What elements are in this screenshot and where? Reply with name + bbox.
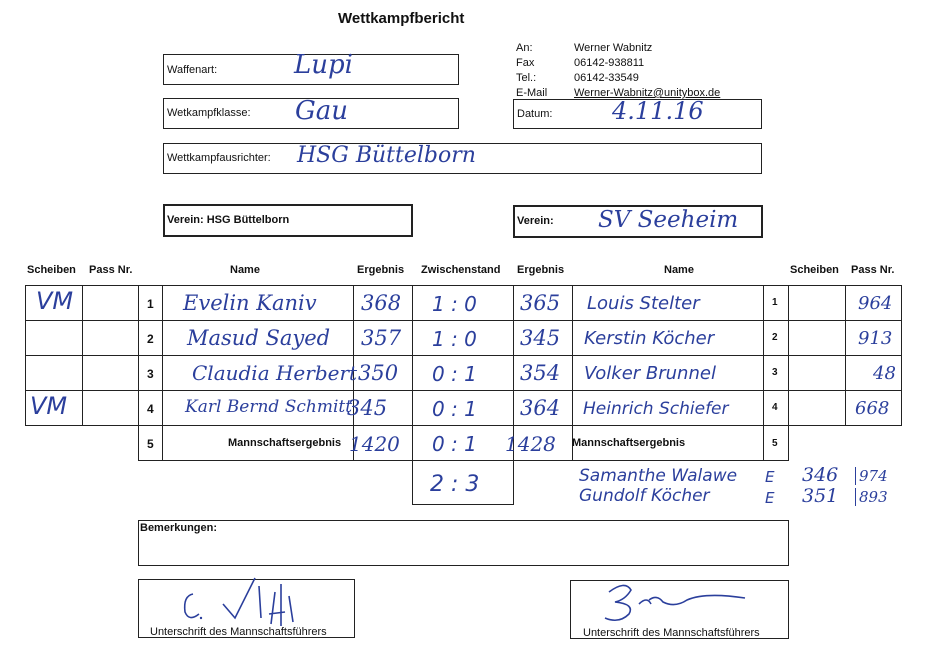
extra1-name: Samanthe Walawe bbox=[579, 466, 738, 486]
wettkampfklasse-value: Gau bbox=[295, 96, 349, 126]
row2-erg-left: 357 bbox=[361, 326, 402, 350]
row4-name-left: Karl Bernd Schmitt bbox=[185, 397, 353, 417]
row4-pass-right: 668 bbox=[855, 398, 890, 419]
final-score: 2 : 3 bbox=[430, 472, 480, 497]
team-erg-left: 1420 bbox=[349, 432, 400, 456]
verein-right-value: SV Seeheim bbox=[598, 207, 739, 233]
extra2-name: Gundolf Köcher bbox=[579, 486, 710, 506]
waffenart-value: Lupi bbox=[294, 50, 353, 80]
email-label: E-Mail bbox=[516, 87, 548, 99]
row4-erg-right: 364 bbox=[520, 396, 561, 420]
team-label-right: Mannschaftsergebnis bbox=[572, 437, 686, 449]
row2-nr: 2 bbox=[147, 332, 154, 346]
signature-left-mark bbox=[165, 574, 315, 626]
row4-erg-left: 345 bbox=[347, 396, 388, 420]
header-name-right: Name bbox=[664, 264, 694, 276]
row4-name-right: Heinrich Schiefer bbox=[583, 399, 729, 419]
fax-value: 06142-938811 bbox=[574, 57, 645, 69]
datum-label: Datum: bbox=[517, 108, 553, 120]
row2-name-left: Masud Sayed bbox=[187, 326, 331, 350]
bemerkungen-label: Bemerkungen: bbox=[140, 522, 218, 534]
an-value: Werner Wabnitz bbox=[574, 42, 653, 54]
signature-label-left: Unterschrift des Mannschaftsführers bbox=[150, 626, 327, 638]
datum-value: 4.11.16 bbox=[612, 97, 704, 125]
wettkampfklasse-label: Wetkampfklasse: bbox=[167, 107, 251, 119]
row2-name-right: Kerstin Köcher bbox=[584, 328, 715, 349]
row1-scheiben: VM bbox=[36, 287, 74, 315]
extra2-pass: 893 bbox=[855, 488, 888, 506]
header-name-left: Name bbox=[230, 264, 260, 276]
row1-name-left: Evelin Kaniv bbox=[183, 291, 317, 315]
team-nr: 5 bbox=[147, 437, 154, 451]
row1-pass-right: 964 bbox=[858, 293, 893, 314]
signature-label-right: Unterschrift des Mannschaftsführers bbox=[583, 627, 760, 639]
verein-left-label: Verein: HSG Büttelborn bbox=[167, 214, 290, 226]
extra2-mark: E bbox=[765, 489, 775, 507]
header-ergebnis-right: Ergebnis bbox=[517, 264, 565, 276]
header-pass-left: Pass Nr. bbox=[89, 264, 133, 276]
extra2-score: 351 bbox=[802, 485, 839, 507]
row1-erg-left: 368 bbox=[361, 291, 402, 315]
team-nr-right: 5 bbox=[772, 438, 778, 449]
extra1-pass: 974 bbox=[855, 467, 888, 485]
tel-label: Tel.: bbox=[516, 72, 537, 84]
header-zwischenstand: Zwischenstand bbox=[421, 264, 501, 276]
row3-erg-left: 350 bbox=[358, 361, 399, 385]
row2-pass-right: 913 bbox=[858, 328, 893, 349]
row4-nr: 4 bbox=[147, 402, 154, 416]
bemerkungen-box[interactable] bbox=[138, 520, 789, 566]
row3-name-right: Volker Brunnel bbox=[584, 363, 716, 384]
extra1-mark: E bbox=[765, 468, 775, 486]
row3-name-left: Claudia Herbert bbox=[192, 361, 358, 385]
waffenart-label: Waffenart: bbox=[167, 64, 218, 76]
header-scheiben-left: Scheiben bbox=[27, 264, 76, 276]
signature-right-mark bbox=[595, 578, 755, 626]
extra1-score: 346 bbox=[802, 464, 839, 486]
row3-zw: 0 : 1 bbox=[432, 362, 477, 386]
row1-name-right: Louis Stelter bbox=[587, 293, 700, 314]
row4-scheiben: VM bbox=[30, 392, 68, 420]
fax-label: Fax bbox=[516, 57, 535, 69]
row1-nr-right: 1 bbox=[772, 297, 778, 308]
an-label: An: bbox=[516, 42, 533, 54]
row1-nr: 1 bbox=[147, 297, 154, 311]
row4-nr-right: 4 bbox=[772, 402, 778, 413]
team-erg-right: 1428 bbox=[505, 432, 556, 456]
row2-nr-right: 2 bbox=[772, 332, 778, 343]
row2-zw: 1 : 0 bbox=[432, 327, 477, 351]
header-pass-right: Pass Nr. bbox=[851, 264, 895, 276]
ausrichter-label: Wettkampfausrichter: bbox=[167, 152, 271, 164]
row1-zw: 1 : 0 bbox=[432, 292, 477, 316]
row3-nr-right: 3 bbox=[772, 367, 778, 378]
row4-zw: 0 : 1 bbox=[432, 397, 477, 421]
email-value[interactable]: Werner-Wabnitz@unitybox.de bbox=[574, 87, 721, 99]
verein-right-label: Verein: bbox=[517, 215, 554, 227]
header-scheiben-right: Scheiben bbox=[790, 264, 839, 276]
team-zw: 0 : 1 bbox=[432, 432, 477, 456]
page-title: Wettkampfbericht bbox=[338, 10, 465, 27]
row2-erg-right: 345 bbox=[520, 326, 561, 350]
team-label-left: Mannschaftsergebnis bbox=[228, 437, 342, 449]
ausrichter-value: HSG Büttelborn bbox=[297, 143, 476, 168]
row1-erg-right: 365 bbox=[520, 291, 561, 315]
tel-value: 06142-33549 bbox=[574, 72, 639, 84]
row3-nr: 3 bbox=[147, 367, 154, 381]
header-ergebnis-left: Ergebnis bbox=[357, 264, 405, 276]
row3-erg-right: 354 bbox=[520, 361, 561, 385]
row3-pass-right: 48 bbox=[873, 363, 896, 384]
